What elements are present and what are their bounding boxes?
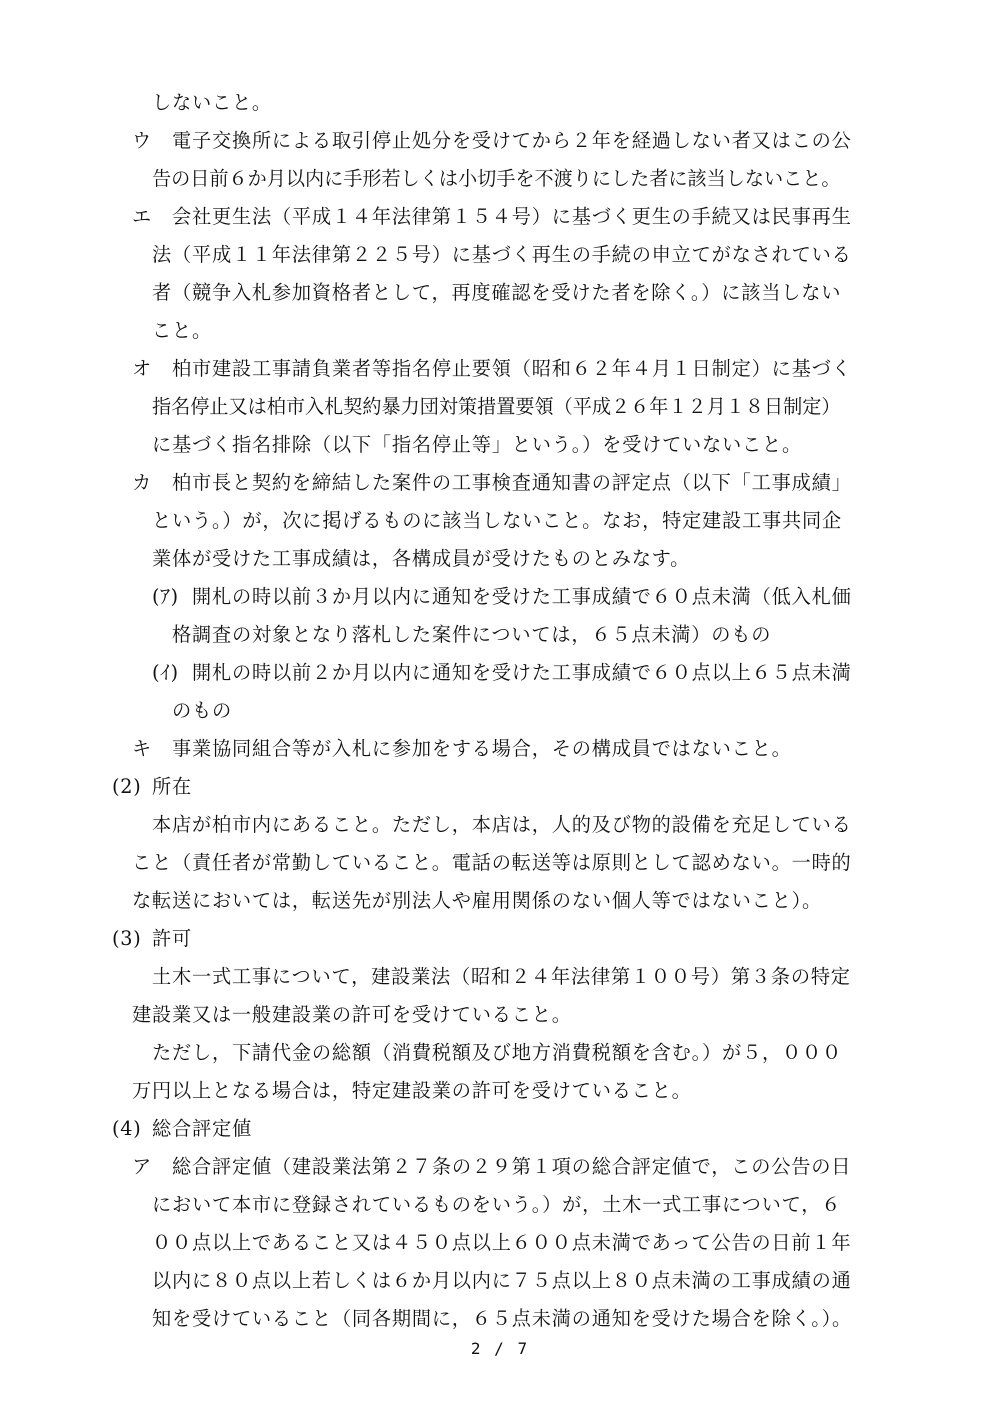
item-e-line-2: 法（平成１１年法律第２２５号）に基づく再生の手続の申立てがなされている [152, 243, 852, 266]
section-4-item-a-marker: ア [132, 1155, 152, 1178]
item-ka-line-2: という。）が，次に掲げるものに該当しないこと。なお，特定建設工事共同企 [152, 509, 842, 532]
section-3-line-1: 土木一式工事について，建設業法（昭和２４年法律第１００号）第３条の特定 [152, 965, 851, 988]
section-3-marker: (3) [112, 927, 142, 950]
item-o-marker: オ [132, 357, 152, 380]
item-ka-sub-a-line-2: 格調査の対象となり落札した案件については，６５点未満）のもの [172, 623, 772, 646]
item-ka-line-3: 業体が受けた工事成績は，各構成員が受けたものとみなす。 [152, 547, 691, 570]
section-4-item-a-line-3: ００点以上であること又は４５０点以上６００点未満であって公告の日前１年 [152, 1231, 852, 1254]
section-4-item-a-line-1: 総合評定値（建設業法第２７条の２９第１項の総合評定値で，この公告の日 [172, 1155, 852, 1178]
page-number: 2 / 7 [470, 1339, 530, 1358]
item-ka-sub-a-marker: (ｱ) [152, 585, 179, 608]
section-2-heading: 所在 [152, 775, 192, 798]
item-ki-marker: キ [132, 737, 152, 760]
item-e-line-3: 者（競争入札参加資格者として，再度確認を受けた者を除く。）に該当しない [152, 281, 842, 304]
item-u-line-1: 電子交換所による取引停止処分を受けてから２年を経過しない者又はこの公 [172, 129, 852, 152]
item-e-line-4: こと。 [152, 319, 212, 342]
section-4-marker: (4) [112, 1117, 142, 1140]
item-u-marker: ウ [132, 129, 152, 152]
section-3-line-2: 建設業又は一般建設業の許可を受けていること。 [132, 1003, 572, 1026]
item-ka-sub-i-line-1: 開札の時以前２か月以内に通知を受けた工事成績で６０点以上６５点未満 [192, 661, 852, 684]
item-o-line-3: に基づく指名排除（以下「指名停止等」という。）を受けていないこと。 [152, 433, 802, 456]
section-2-line-2: こと（責任者が常勤していること。電話の転送等は原則として認めない。一時的 [132, 851, 852, 874]
section-4-heading: 総合評定値 [152, 1117, 252, 1140]
continuation-text: しないこと。 [152, 91, 272, 114]
item-ka-sub-i-marker: (ｲ) [152, 661, 179, 684]
item-ka-marker: カ [132, 471, 152, 494]
section-3-line-4: 万円以上となる場合は，特定建設業の許可を受けていること。 [132, 1079, 692, 1102]
section-4-item-a-line-2: において本市に登録されているものをいう。）が，土木一式工事について，６ [152, 1193, 842, 1216]
item-ka-sub-i-line-2: のもの [172, 699, 232, 722]
item-ki-line-1: 事業協同組合等が入札に参加をする場合，その構成員ではないこと。 [172, 737, 792, 760]
item-o-line-2: 指名停止又は柏市入札契約暴力団対策措置要領（平成２６年１２月１８日制定） [152, 395, 841, 418]
section-2-marker: (2) [112, 775, 142, 798]
item-ka-line-1: 柏市長と契約を締結した案件の工事検査通知書の評定点（以下「工事成績」 [172, 471, 852, 494]
section-3-heading: 許可 [152, 927, 192, 950]
item-o-line-1: 柏市建設工事請負業者等指名停止要領（昭和６２年４月１日制定）に基づく [172, 357, 852, 380]
section-2-line-1: 本店が柏市内にあること。ただし，本店は，人的及び物的設備を充足している [152, 813, 852, 836]
item-ka-sub-a-line-1: 開札の時以前３か月以内に通知を受けた工事成績で６０点未満（低入札価 [192, 585, 852, 608]
item-e-marker: エ [132, 205, 152, 228]
section-2-line-3: な転送においては，転送先が別法人や雇用関係のない個人等ではないこと）。 [132, 889, 822, 912]
item-u-line-2: 告の日前６か月以内に手形若しくは小切手を不渡りにした者に該当しないこと。 [152, 167, 841, 190]
item-e-line-1: 会社更生法（平成１４年法律第１５４号）に基づく更生の手続又は民事再生 [172, 205, 852, 228]
section-3-line-3: ただし，下請代金の総額（消費税額及び地方消費税額を含む。）が５，０００ [152, 1041, 842, 1064]
section-4-item-a-line-4: 以内に８０点以上若しくは６か月以内に７５点以上８０点未満の工事成績の通 [152, 1269, 852, 1292]
section-4-item-a-line-5: 知を受けていること（同各期間に，６５点未満の通知を受けた場合を除く。）。 [152, 1307, 852, 1330]
